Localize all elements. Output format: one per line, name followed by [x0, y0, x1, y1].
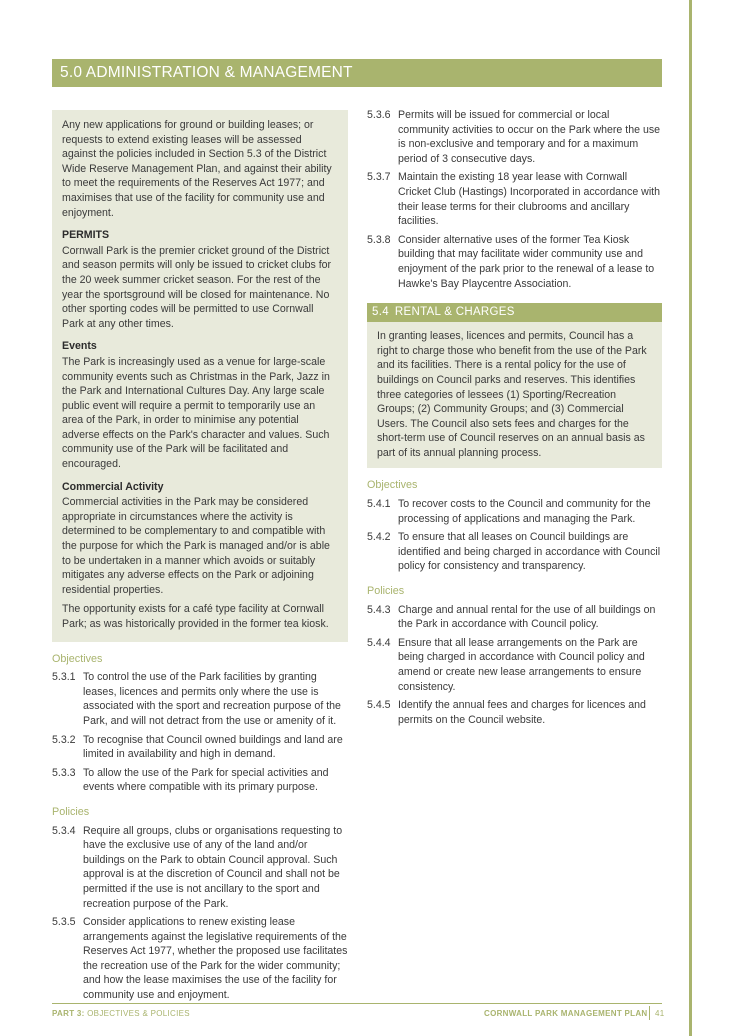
footer-doc-title: CORNWALL PARK MANAGEMENT PLAN	[484, 1009, 648, 1018]
policies-heading: Policies	[367, 585, 405, 598]
intro-paragraph: Any new applications for ground or building leases; or requests to extend existing leases will be assessed against the policies included in Section 5.3 of the District Wide Reserve Management Plan, and against their ability to meet the requirements of the Reserves Act 1977; and maximises that use of the facility for community use and enjoyment.	[62, 119, 332, 219]
item-number: 5.4.5	[367, 699, 391, 712]
section-number: 5.4	[372, 306, 389, 319]
objectives-heading: Objectives	[52, 652, 103, 665]
item-text: Consider alternative uses of the former Tea Kiosk building that may facilitate wider community use and enjoyment of the park prior to the renewal of a lease to Hawke's Bay Playcentre Association.	[398, 233, 655, 290]
item-text: To ensure that all leases on Council buildings are identified and being charged in accordance with Council policy for consistency and transparency.	[398, 531, 661, 573]
list-item	[52, 824, 348, 912]
footer-rule	[52, 1003, 662, 1004]
rental-intro: In granting leases, licences and permits, Council has a right to charge those who benefit from the use of the Park and its facilities. There is a rental policy for the use of buildings on Council parks and reserves. This identifies three categories of lessees (1) Sporting/Recreation Groups; (2) Community Groups; and (3) Commercial Users. The Council also sets fees and charges for the short-term use of Council reserves on an annual basis as part of its annual planning process.	[377, 330, 647, 459]
info-box	[52, 110, 348, 642]
item-text: Permits will be issued for commercial or local community activities to occur on the Park where the use is non-exclusive and temporary and for a maximum period of 3 consecutive days.	[398, 109, 661, 165]
permits-paragraph: Cornwall Park is the premier cricket ground of the District and season permits will only be issued to cricket clubs for the 20 week summer cricket season. For the rest of the year the sportsground will be closed for maintenance. No other sporting codes will be permitted to use Cornwall Park at any other times.	[62, 244, 332, 330]
cafe-paragraph: The opportunity exists for a café type facility at Cornwall Park; as was historically provided in the former tea kiosk.	[62, 603, 329, 630]
commercial-heading: Commercial Activity	[62, 480, 164, 493]
item-number: 5.4.3	[367, 603, 391, 616]
footer-separator	[649, 1006, 650, 1020]
list-item	[367, 636, 662, 694]
item-number: 5.3.6	[367, 109, 391, 121]
commercial-paragraph: Commercial activities in the Park may be considered appropriate in circumstances where the activity is determined to be complementary to and compatible with the purpose for which the Park is managed and/or is able to be undertaken in a manner which avoids or suitably mitigates any adverse effects on the Park or adjoining residential properties.	[62, 496, 330, 596]
events-paragraph: The Park is increasingly used as a venue for large-scale community events such as Christmas in the Park, Jazz in the Park and International Cultures Day. Any large scale public event will require a permit to temporarily use an area of the Park, in order to minimise any potential adverse effects on the Park's character and values. Such community use of the Park will be facilitated and encouraged.	[62, 355, 330, 471]
permits-heading: PERMITS	[62, 229, 110, 242]
list-item	[367, 497, 662, 526]
list-item	[367, 233, 662, 291]
list-item	[367, 170, 662, 228]
item-text: Ensure that all lease arrangements on the Park are being charged in accordance with Council policy and amend or create new lease arrangements to ensure consistency.	[398, 636, 645, 693]
item-number: 5.3.7	[367, 171, 391, 184]
objectives-heading: Objectives	[367, 479, 418, 492]
item-number: 5.3.3	[52, 766, 76, 779]
item-number: 5.3.8	[367, 233, 391, 246]
item-number: 5.3.2	[52, 733, 76, 746]
section-banner: 5.0 ADMINISTRATION & MANAGEMENT	[52, 59, 662, 87]
footer-part-title: OBJECTIVES & POLICIES	[87, 1009, 190, 1018]
footer-part	[52, 1009, 190, 1018]
footer-part-label: PART 3:	[52, 1009, 85, 1018]
events-heading: Events	[62, 340, 97, 353]
page-number: 41	[655, 1009, 665, 1018]
page-edge-rule	[689, 0, 692, 1036]
item-text: To allow the use of the Park for special activities and events where compatible with its primary purpose.	[83, 766, 329, 794]
item-text: To recover costs to the Council and community for the processing of applications and managing the Park.	[398, 498, 651, 525]
item-text: Maintain the existing 18 year lease with Cornwall Cricket Club (Hastings) Incorporated in accordance with their lease terms for their clubrooms and ancillary facilities.	[398, 171, 661, 228]
policies-heading: Policies	[52, 805, 90, 818]
item-text: To recognise that Council owned buildings and land are limited in availability and high in demand.	[83, 733, 343, 761]
item-number: 5.3.1	[52, 671, 76, 684]
list-item	[367, 108, 662, 166]
list-item	[367, 698, 662, 727]
rental-section-bar	[367, 303, 662, 322]
item-text: Charge and annual rental for the use of all buildings on the Park in accordance with Council policy.	[398, 603, 656, 631]
list-item	[52, 766, 348, 795]
item-number: 5.4.2	[367, 531, 391, 544]
left-column	[52, 110, 348, 1007]
list-item	[52, 915, 348, 1003]
list-item	[367, 530, 662, 574]
item-number: 5.3.4	[52, 824, 76, 837]
list-item	[52, 733, 348, 762]
item-number: 5.4.4	[367, 636, 391, 649]
item-text: Consider applications to renew existing lease arrangements against the legislative requirements of the Reserves Act 1977, whether the proposed use facilitates the recreation use of the Park for the wider community; and how the lease maximises the use of the facility for community use and enjoyment.	[83, 916, 348, 1002]
list-item	[52, 670, 348, 728]
right-column	[367, 108, 662, 731]
section-title: RENTAL & CHARGES	[394, 306, 515, 319]
item-number: 5.3.5	[52, 916, 76, 929]
item-number: 5.4.1	[367, 498, 391, 511]
item-text: Identify the annual fees and charges for licences and permits on the Council website.	[398, 699, 646, 726]
rental-info-box	[367, 322, 662, 468]
list-item	[367, 603, 662, 632]
item-text: To control the use of the Park facilities by granting leases, licences and permits only where the use is associated with the sport and recreation purpose of the Park, and will not detract from the use or amenity of it.	[83, 671, 341, 727]
item-text: Require all groups, clubs or organisations requesting to have the exclusive use of any of the land and/or buildings on the Park to obtain Council approval. Such approval is at the discretion of Council and shall not be permitted if the use is not ancillary to the sport and recreation purpose of the Park.	[83, 824, 343, 910]
